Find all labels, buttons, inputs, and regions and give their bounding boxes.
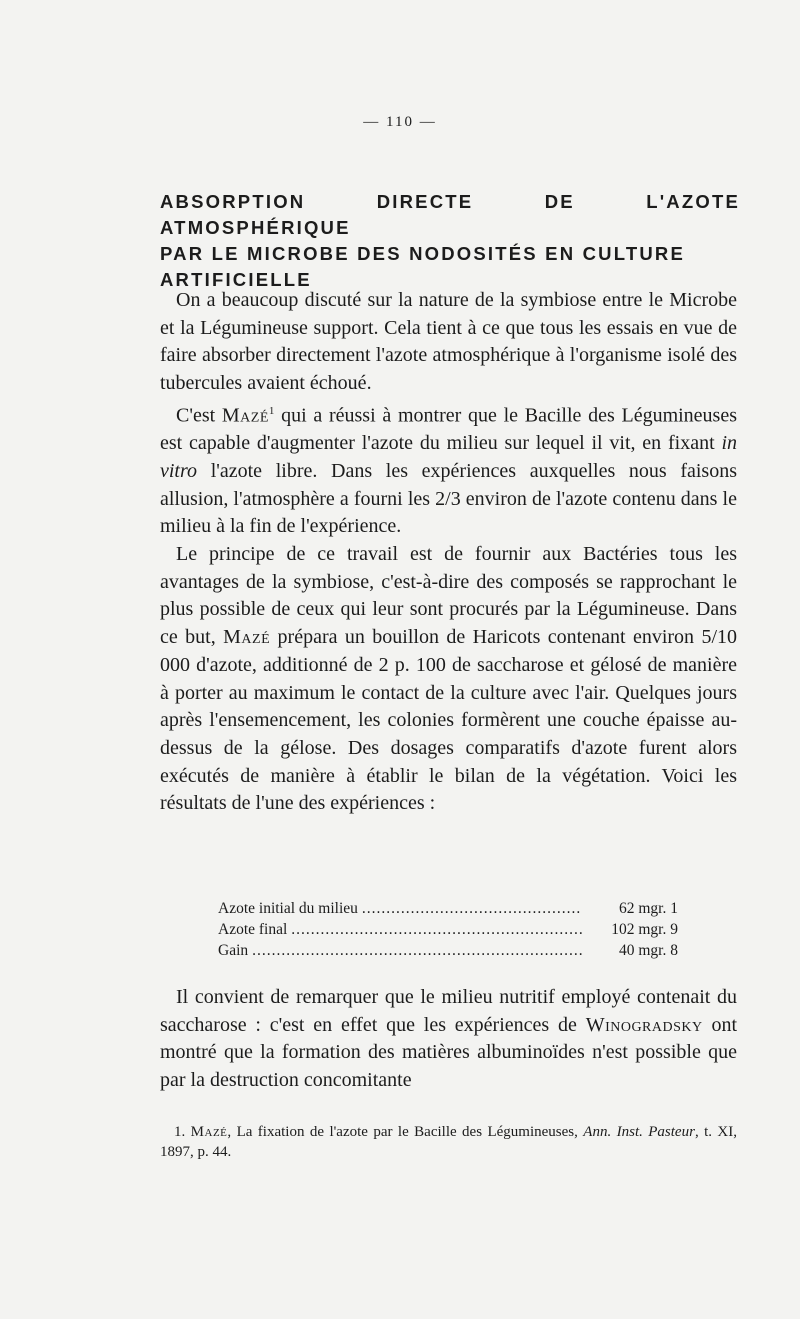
results-row	[218, 940, 678, 961]
footnote-journal: Ann. Inst. Pasteur	[583, 1124, 695, 1140]
author-name: Mazé	[223, 626, 271, 649]
footnote	[160, 1122, 737, 1162]
results-value: 40 mgr. 8	[619, 942, 678, 959]
author-name: Mazé	[221, 404, 269, 427]
results-label: Azote initial du milieu	[218, 900, 358, 917]
footnote-text: , La fixation de l'azote par le Bacille des Légumineuses,	[227, 1124, 584, 1140]
footnote-number: 1.	[174, 1124, 186, 1140]
author-name: Winogradsky	[585, 1013, 703, 1036]
paragraph-4: Il convient de remarquer que le milieu nutritif employé contenait du saccharose : c'est en effet que les expériences de Winogradsky ont montré que la formation des matières albuminoïdes n'est possible que par la destruction concomitante	[160, 986, 737, 1092]
paragraph-2: C'est Mazé$^1$ qui a réussi à montrer que le Bacille des Légumineuses est capable d'augmenter l'azote du milieu sur lequel il vit, en fixant in vitro l'azote libre. Dans les expériences auxquelles nous faisons allusion, l'atmosphère a fourni les 2/3 environ de l'azote contenu dans le milieu à la fin de l'expérience.	[160, 404, 737, 538]
results-row	[218, 898, 678, 919]
page-number: — 110 —	[363, 114, 437, 130]
results-label: Gain	[218, 942, 249, 959]
body-text	[160, 287, 737, 818]
dot-leader	[252, 940, 582, 961]
results-table	[218, 898, 678, 961]
results-label: Azote final	[218, 921, 288, 938]
footnote-ref: 1	[268, 404, 275, 417]
footnote-ref-text: , t. XI, 1897, p. 44.	[160, 1124, 738, 1160]
italic-term: in vitro	[160, 432, 737, 482]
results-value: 62 mgr. 1	[619, 900, 678, 917]
title-line-2: PAR LE MICROBE DES NODOSITÉS EN CULTURE	[160, 243, 686, 264]
body-text-continued	[160, 984, 737, 1095]
results-value: 102 mgr. 9	[611, 921, 678, 938]
dot-leader	[362, 898, 582, 919]
paragraph-3: Le principe de ce travail est de fournir aux Bactéries tous les avantages de la symbiose, c'est-à-dire des composés se rapprochant le plus possible de ceux qui leur sont procurés par la Légumineuse. Dans ce but, Mazé prépara un bouillon de Haricots contenant environ 5/10 000 d'azote, additionné de 2 p. 100 de saccharose et gélosé de manière à porter au maximum le contact de la culture avec l'air. Quelques jours après l'ensemencement, les colonies formèrent une couche épaisse au-dessus de la gélose. Des dosages comparatifs d'azote furent alors exécutés de manière à établir le bilan de la végétation. Voici les résultats de l'une des expériences :	[160, 542, 737, 815]
title-line-1: ABSORPTION DIRECTE DE L'AZOTE ATMOSPHÉRIQUE	[160, 191, 740, 238]
title-line-3: ARTIFICIELLE	[160, 269, 312, 290]
results-row	[218, 919, 678, 940]
chapter-title	[160, 189, 740, 293]
paragraph-1: On a beaucoup discuté sur la nature de la symbiose entre le Microbe et la Légumineuse support. Cela tient à ce que tous les essais en vue de faire absorber directement l'azote atmosphérique à l'organisme isolé des tubercules avaient échoué.	[160, 289, 737, 395]
footnote-author: Mazé	[190, 1124, 228, 1140]
dot-leader	[291, 919, 582, 940]
